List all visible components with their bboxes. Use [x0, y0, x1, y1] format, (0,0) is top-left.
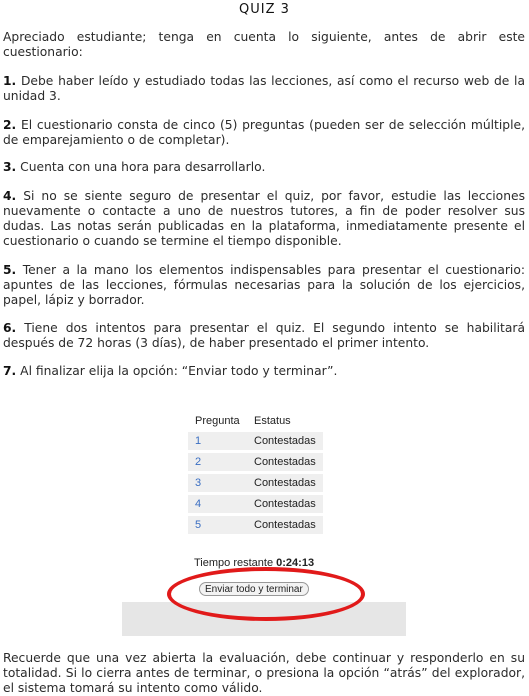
- footer-paragraph: Recuerde que una vez abierta la evaluación, debe continuar y responderlo en su totalidad. Si lo cierra antes de terminar, o presiona la opción “atrás” del explorador, el sistema tomará su intento como válido.: [3, 651, 525, 695]
- question-link[interactable]: 2: [188, 453, 247, 471]
- item-number: 5.: [3, 263, 17, 277]
- item-text: Tener a la mano los elementos indispensables para presentar el cuestionario: apuntes de las lecciones, fórmulas necesarias para la solución de los ejercicios, papel, lápiz y borrador.: [3, 263, 525, 307]
- item-text: Al finalizar elija la opción: “Enviar todo y terminar”.: [20, 364, 338, 378]
- item-number: 2.: [3, 118, 17, 132]
- question-link[interactable]: 5: [188, 516, 247, 534]
- status-cell: Contestadas: [247, 453, 323, 471]
- quiz-navigation-screenshot: [122, 389, 406, 636]
- table-row[interactable]: [188, 516, 323, 534]
- table-header-row: [188, 414, 323, 429]
- intro-paragraph: Apreciado estudiante; tenga en cuenta lo siguiente, antes de abrir este cuestionario:: [3, 30, 525, 59]
- list-item: [3, 364, 525, 379]
- list-item: [3, 263, 525, 308]
- item-text: Debe haber leído y estudiado todas las lecciones, así como el recurso web de la unidad 3.: [3, 74, 525, 103]
- page-title: QUIZ 3: [239, 2, 290, 17]
- submit-all-and-finish-button[interactable]: Enviar todo y terminar: [199, 582, 309, 596]
- status-cell: Contestadas: [247, 432, 323, 450]
- status-cell: Contestadas: [247, 474, 323, 492]
- list-item: [3, 160, 525, 175]
- highlight-circle: [167, 567, 365, 621]
- item-text: Si no se siente seguro de presentar el quiz, por favor, estudie las lecciones nuevamente o contacte a uno de nuestros tutores, a fin de poder resolver sus dudas. Las notas serán publicadas en la plataforma, inmediatamente presente el cuestionario o cuando se termine el tiempo disponible.: [3, 189, 525, 248]
- table-row[interactable]: [188, 474, 323, 492]
- item-number: 6.: [3, 321, 17, 335]
- column-header-question: Pregunta: [195, 415, 240, 427]
- question-link[interactable]: 1: [188, 432, 247, 450]
- list-item: [3, 118, 525, 148]
- item-text: Tiene dos intentos para presentar el quiz. El segundo intento se habilitará después de 72 horas (3 días), de haber presentado el primer intento.: [3, 321, 525, 350]
- question-link[interactable]: 4: [188, 495, 247, 513]
- question-link[interactable]: 3: [188, 474, 247, 492]
- status-cell: Contestadas: [247, 516, 323, 534]
- table-row[interactable]: [188, 432, 323, 450]
- list-item: [3, 321, 525, 351]
- item-number: 7.: [3, 364, 17, 378]
- item-number: 3.: [3, 160, 17, 174]
- table-row[interactable]: [188, 453, 323, 471]
- timer-value: 0:24:13: [276, 557, 315, 569]
- column-header-status: Estatus: [254, 415, 291, 427]
- table-row[interactable]: [188, 495, 323, 513]
- status-cell: Contestadas: [247, 495, 323, 513]
- timer-label: Tiempo restante: [194, 557, 274, 569]
- item-text: Cuenta con una hora para desarrollarlo.: [20, 160, 266, 174]
- item-number: 4.: [3, 189, 17, 203]
- list-item: [3, 189, 525, 249]
- question-status-table: [188, 411, 323, 537]
- item-text: El cuestionario consta de cinco (5) preguntas (pueden ser de selección múltiple, de emparejamiento o de completar).: [3, 118, 525, 147]
- list-item: [3, 74, 525, 104]
- item-number: 1.: [3, 74, 17, 88]
